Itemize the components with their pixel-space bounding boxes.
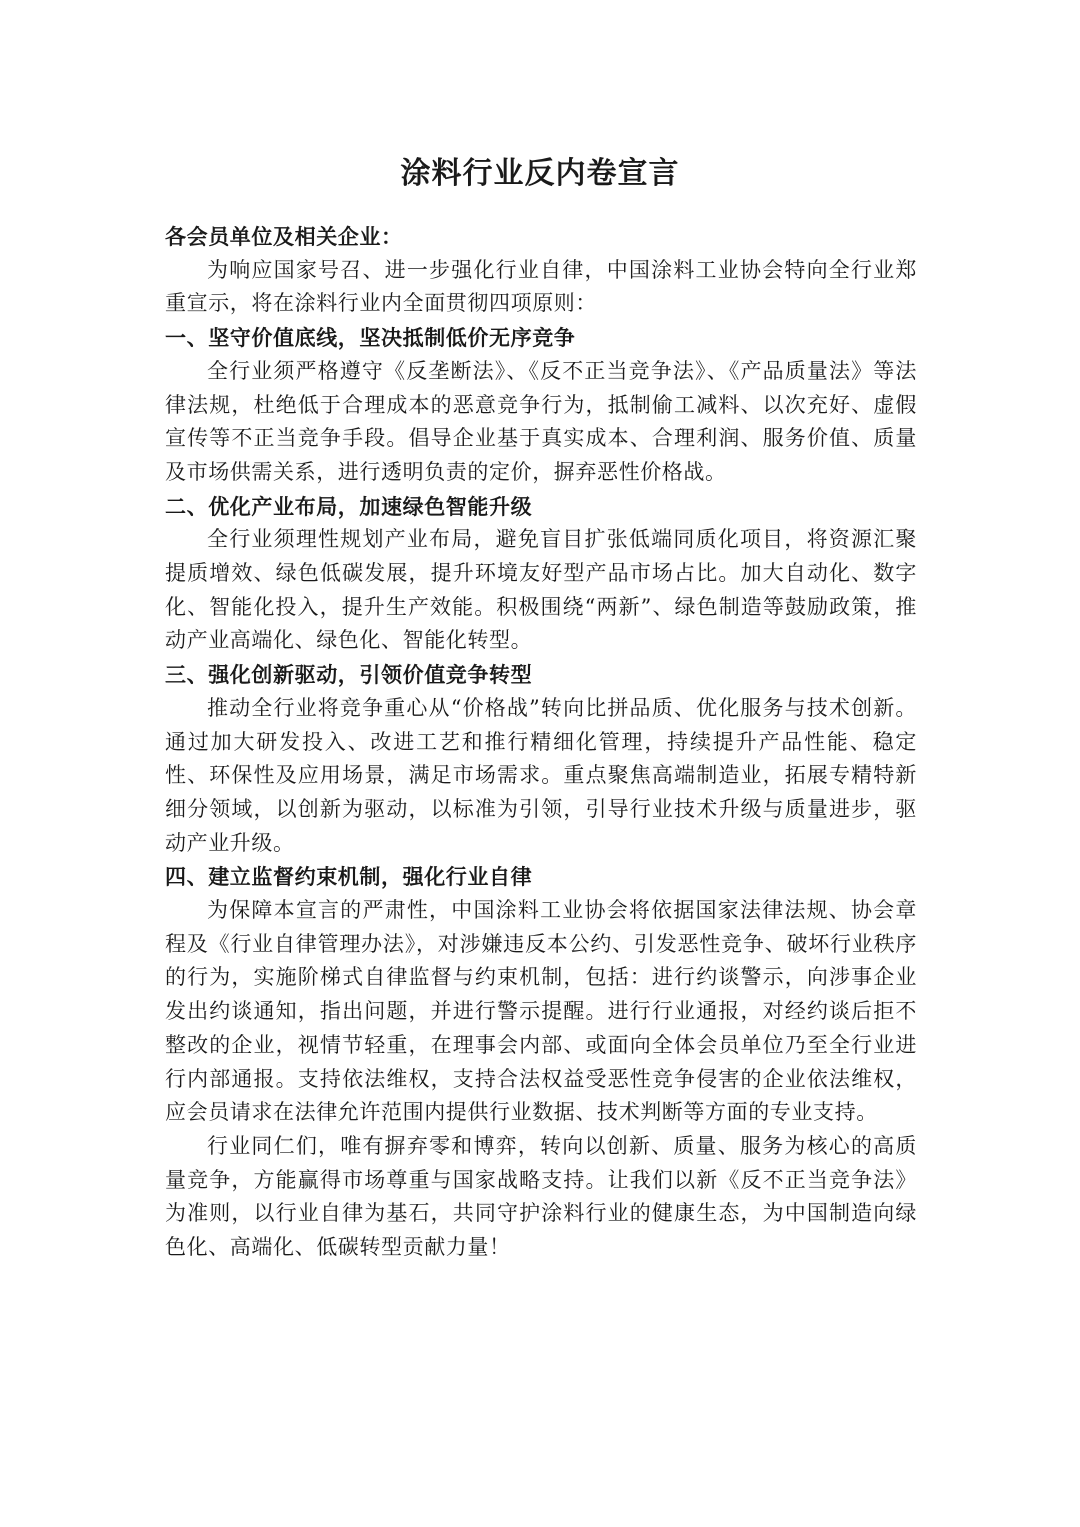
section-3-body: 推动全行业将竞争重心从“价格战”转向比拼品质、优化服务与技术创新。通过加大研发投入、改进工艺和推行精细化管理，持续提升产品性能、稳定性、环保性及应用场景，满足市场需求。重点聚焦高端制造业，拓展专精特新细分领域，以创新为驱动，以标准为引领，引导行业技术升级与质量进步，驱动产业升级。 <box>165 695 917 855</box>
document-title: 涂料行业反内卷宣言 <box>400 156 680 191</box>
section-4-body: 为保障本宣言的严肃性，中国涂料工业协会将依据国家法律法规、协会章程及《行业自律管理办法》，对涉嫌违反本公约、引发恶性竞争、破坏行业秩序的行为，实施阶梯式自律监督与约束机制，包括：进行约谈警示，向涉事企业发出约谈通知，指出问题，并进行警示提醒。进行行业通报，对经约谈后拒不整改的企业，视情节轻重，在理事会内部、或面向全体会员单位乃至全行业进行内部通报。支持依法维权，支持合法权益受恶性竞争侵害的企业依法维权，应会员请求在法律允许范围内提供行业数据、技术判断等方面的专业支持。 <box>165 898 917 1125</box>
salutation: 各会员单位及相关企业： <box>165 224 403 249</box>
closing-paragraph: 行业同仁们，唯有摒弃零和博弈，转向以创新、质量、服务为核心的高质量竞争，方能赢得市场尊重与国家战略支持。让我们以新《反不正当竞争法》为准则，以行业自律为基石，共同守护涂料行业的健康生态，为中国制造向绿色化、高端化、低碳转型贡献力量！ <box>165 1133 917 1260</box>
section-1-heading: 一、坚守价值底线，坚决抵制低价无序竞争 <box>165 325 576 351</box>
section-3-heading: 三、强化创新驱动，引领价值竞争转型 <box>165 662 533 688</box>
section-2-heading: 二、优化产业布局，加速绿色智能升级 <box>165 493 533 519</box>
section-1-body: 全行业须严格遵守《反垄断法》、《反不正当竞争法》、《产品质量法》等法律法规，杜绝低于合理成本的恶意竞争行为，抵制偷工减料、以次充好、虚假宣传等不正当竞争手段。倡导企业基于真实成本、合理利润、服务价值、质量及市场供需关系，进行透明负责的定价，摒弃恶性价格战。 <box>165 358 917 484</box>
section-4-heading: 四、建立监督约束机制，强化行业自律 <box>165 864 533 890</box>
intro-paragraph: 为响应国家号召、进一步强化行业自律，中国涂料工业协会特向全行业郑重宣示，将在涂料行业内全面贯彻四项原则： <box>165 257 917 316</box>
section-2-body: 全行业须理性规划产业布局，避免盲目扩张低端同质化项目，将资源汇聚提质增效、绿色低碳发展，提升环境友好型产品市场占比。加大自动化、数字化、智能化投入，提升生产效能。积极围绕“两新”、绿色制造等鼓励政策，推动产业高端化、绿色化、智能化转型。 <box>165 527 917 653</box>
document-body <box>165 220 917 1265</box>
